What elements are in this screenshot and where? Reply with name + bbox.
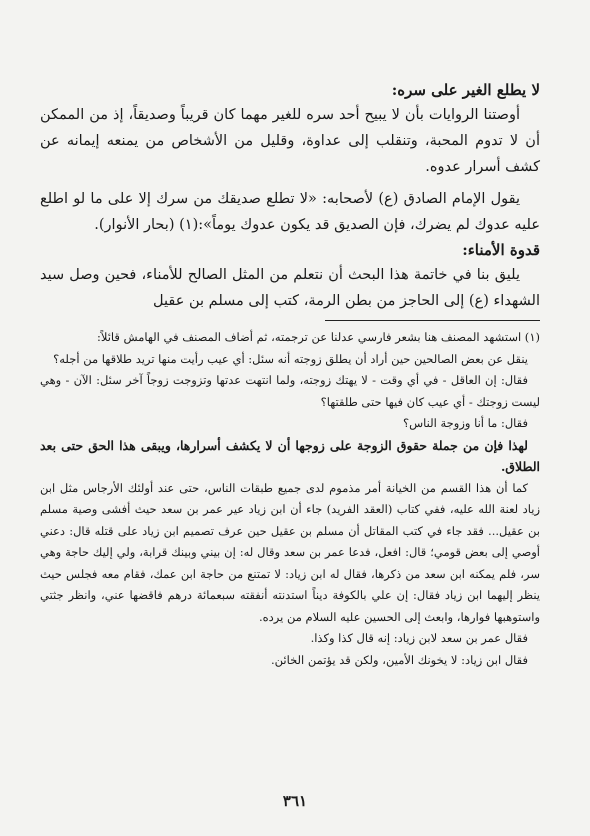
page-body — [40, 78, 540, 671]
footnote-story: ينقل عن بعض الصالحين حين أراد أن يطلق زوجته أنه سئل: أي عيب رأيت منها تريد طلاقها من أجله؟ — [53, 351, 528, 366]
paragraph-1: أوصتنا الروايات بأن لا يبيح أحد سره للغير مهما كان قريباً وصديقاً، إذ من الممكن أن لا تدوم المحبة، وتنقلب إلى عداوة، وقليل من الأشخاص من يمنعه إيمانه عن كشف أسرار عدوه. — [40, 107, 540, 175]
footnote-story-answer: فقال: إن العاقل - في أي وقت - لا يهتك زوجته، ولما انتهت عدتها وتزوجت زوجاً آخر سئل: الآن - وهي ليست زوجتك - أي عيب كان فيها حتى طلقتها؟ — [40, 373, 540, 409]
footnotes — [40, 327, 540, 671]
section-heading-trustees: قدوة الأمناء: — [462, 241, 540, 259]
footnote-1: (١) استشهد المصنف هنا بشعر فارسي عدلنا عن ترجمته، ثم أضاف المصنف في الهامش قائلاً: — [96, 330, 540, 344]
footnote-quote-2: فقال ابن زياد: لا يخونك الأمين، ولكن قد يؤتمن الخائن. — [270, 652, 528, 667]
footnote-history: كما أن هذا القسم من الخيانة أمر مذموم لدى جميع طبقات الناس، حتى عند أولئك الأرجاس مثل ابن زياد لعنة الله عليه، ففي كتاب (العقد الفريد) جاء أن ابن زياد عير عمر بن سعد حيث أفشى وصية مسلم بن عقيل... فقد جاء في كتب المقاتل أن مسلم بن عقيل حين عرف تصميم ابن زياد على قتله قال: دعني أوصي إلى بعض قومي؛ قال: افعل، فدعا عمر بن سعد وقال له: إن بيني وبينك قرابة، ولي إليك حاجة وهي سر، فلم يمكنه ابن سعد من ذكرها، فقال له ابن زياد: لا تمتنع من حاجة ابن عمك، فقام معه فجلس حيث ينظر إليهما ابن زياد فقال: إن علي بالكوفة ديناً استدنته أنفقته سبعمائة درهم فاقضها عني، وانظر جثتي واستوهبها فوارها، وابعث إلى الحسين عليه السلام من يرده. — [40, 480, 540, 624]
footnote-conclusion: لهذا فإن من جملة حقوق الزوجة على زوجها أن لا يكشف أسرارها، ويبقى هذا الحق حتى بعد الطلاق. — [40, 437, 540, 474]
paragraph-3: يليق بنا في خاتمة هذا البحث أن نتعلم من المثل الصالح للأمناء، فحين وصل سيد الشهداء (ع) إلى الحاجز من بطن الرمة، كتب إلى مسلم بن عقيل — [40, 267, 540, 309]
section-heading-secrets: لا يطلع الغير على سره: — [391, 81, 540, 99]
page-number: ٣٦١ — [282, 792, 308, 810]
footnote-separator — [325, 320, 540, 321]
footnote-quote-1: فقال عمر بن سعد لابن زياد: إنه قال كذا وكذا. — [310, 631, 528, 645]
paragraph-2: يقول الإمام الصادق (ع) لأصحابه: «لا تطلع صديقك من سرك إلا على ما لو اطلع عليه عدوك لم يضرك، فإن الصديق قد يكون عدوك يوماً»:(١) (بحار الأنوار). — [40, 191, 540, 233]
footnote-story-reply: فقال: ما أنا وزوجة الناس؟ — [403, 416, 528, 430]
